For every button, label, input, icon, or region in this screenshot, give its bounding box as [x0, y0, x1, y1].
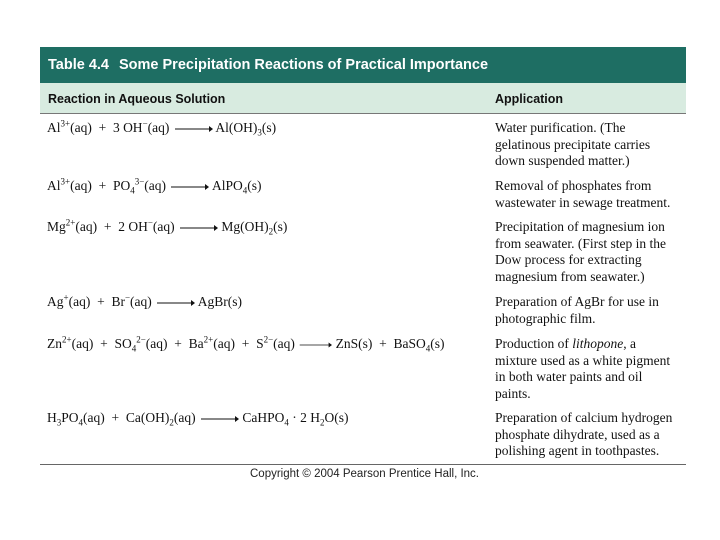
application-text: Water purification. (The gelatinous precipitate carries down suspended matter.) [495, 120, 651, 168]
reaction-equation: Ag+(aq) + Br−(aq) AgBr(s) [47, 292, 243, 309]
table-number: Table 4.4 [48, 57, 109, 73]
table-title: Some Precipitation Reactions of Practical Importance [118, 57, 489, 73]
reaction-arrow-icon [178, 223, 218, 233]
reaction-equation: $Mg^{2+}(aq) + 2$ OH−(aq) $Mg(OH)_2(s)$ [47, 217, 288, 237]
column-header-reaction: Reaction in Aqueous Solution [48, 92, 226, 106]
application-text: Removal of phosphates from wastewater in sewage treatment. [495, 178, 671, 210]
application-text: Preparation of calcium hydrogen phosphate dihydrate, used as a polishing agent in toothpastes. [495, 410, 673, 458]
table-bottom-rule [40, 464, 686, 465]
copyright-notice: Copyright © 2004 Pearson Prentice Hall, Inc. [250, 468, 480, 480]
application-text: Production of lithopone, a mixture used as a white pigment in both water paints and oil paints. [495, 336, 671, 401]
table-header-row [40, 83, 686, 114]
reaction-arrow-icon [298, 340, 332, 350]
table-title-bar [40, 47, 686, 83]
application-text: Precipitation of magnesium ion from seawater. (First step in the Dow process for extracting magnesium from seawater.) [495, 219, 666, 284]
reaction-equation: $H_3PO_4(aq) + Ca(OH)_2(aq)$ CaHPO$_4$ · 2 $H_2O(s)$ [47, 410, 349, 428]
reaction-equation: $Al^{3+}(aq) + PO_4^{3-}(aq)$ AlPO$_4$(s) [47, 176, 262, 196]
reaction-arrow-icon [155, 298, 195, 308]
reaction-arrow-icon [173, 124, 213, 134]
reaction-equation: $Al^{3+}(aq) + 3$ OH−(aq) $Al(OH)_3(s)$ [47, 118, 277, 138]
reaction-equation: $Zn^{2+}(aq) + SO_4^{2-}(aq) + Ba^{2+}(aq) + S^{2-}(aq) ZnS(s)$ + BaSO$_4$(s) [47, 334, 445, 354]
column-header-application: Application [495, 92, 564, 106]
reaction-arrow-icon [199, 414, 239, 424]
reaction-arrow-icon [169, 182, 209, 192]
application-text: Preparation of AgBr for use in photographic film. [495, 294, 659, 326]
